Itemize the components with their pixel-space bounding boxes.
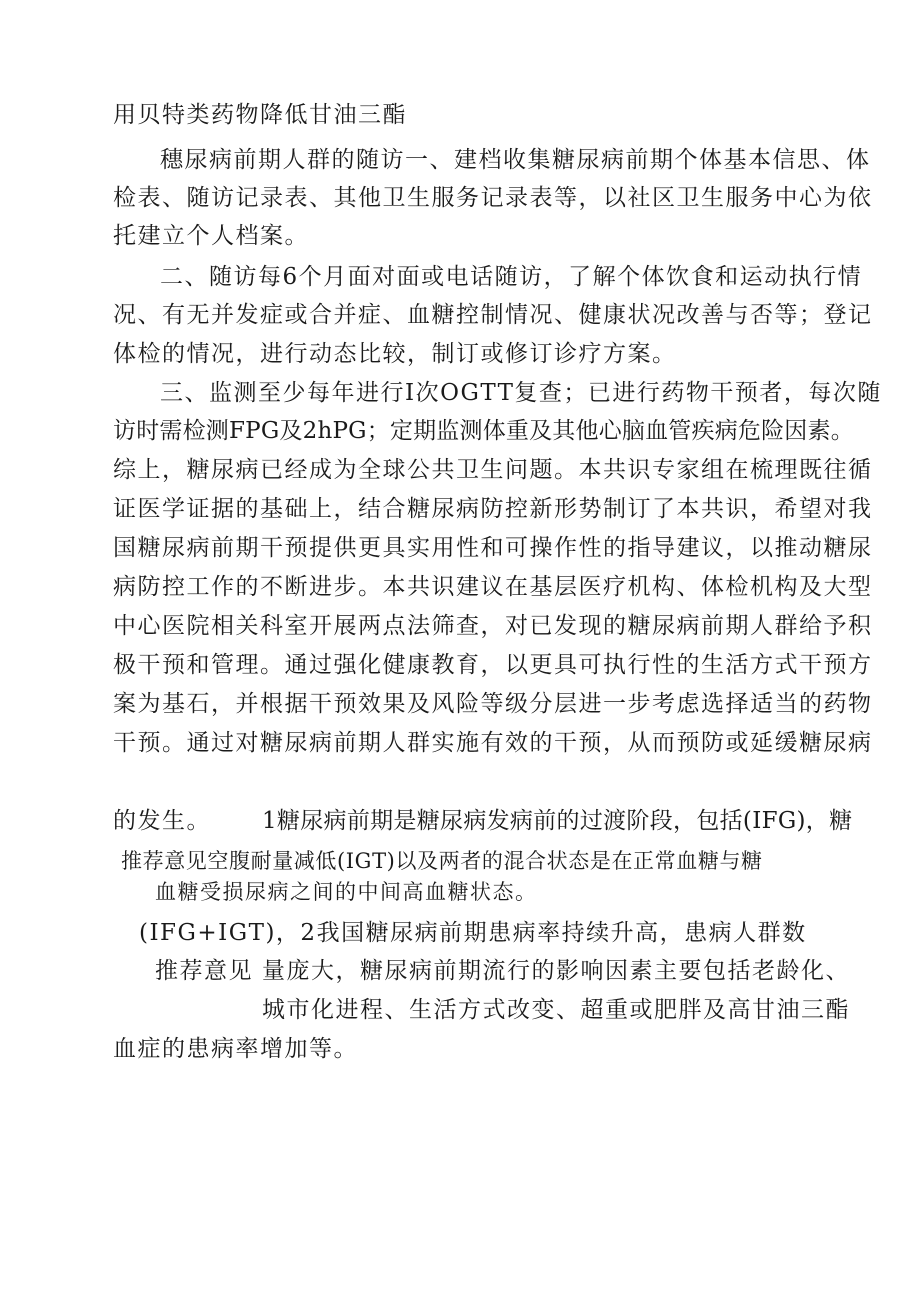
conclusion-line-1: 综上，糖尿病已经成为全球公共卫生问题。本共识专家组在梳理既往循 [113,457,873,483]
followup-p1-line-1: 穗尿病前期人群的随访一、建档收集糖尿病前期个体基本信思、体 [160,147,871,173]
scrambled-line-1a: 的发生。 [113,808,211,834]
followup-p2-line-1: 二、随访每6个月面对面或电话随访，了解个体饮食和运动执行情 [160,264,863,290]
conclusion-line-5: 中心医院相关科室开展两点法筛查，对已发现的糖尿病前期人群给予积 [113,613,873,639]
followup-p1-line-2: 检表、随访记录表、其他卫生服务记录表等，以社区卫生服务中心为依 [113,185,873,211]
conclusion-line-2: 证医学证据的基础上，结合糖尿病防控新形势制订了本共识，希望对我 [113,496,873,522]
scrambled-line-1b: 1糖尿病前期是糖尿病发病前的过渡阶段，包括(IFG)，糖 [262,808,853,834]
conclusion-line-3: 国糖尿病前期干预提供更具实用性和可操作性的指导建议，以推动糖尿 [113,535,873,561]
conclusion-line-7: 案为基石，并根据干预效果及风险等级分层进一步考虑选择适当的药物 [113,691,873,717]
conclusion-line-4: 病防控工作的不断进步。本共识建议在基层医疗机构、体检机构及大型 [113,574,873,600]
scrambled-line-4: (IFG+IGT)，2我国糖尿病前期患病率持续升高，患病人群数 [139,920,807,946]
scrambled-line-3: 血糖受损尿病之间的中间高血糖状态。 [155,880,538,904]
scrambled-line-5a: 推荐意见 [155,958,253,984]
followup-p2-line-2: 况、有无并发症或合并症、血糖控制情况、健康状况改善与否等；登记 [113,302,873,328]
conclusion-line-6: 极干预和管理。通过强化健康教育，以更具可执行性的生活方式干预方 [113,652,873,678]
scrambled-line-6: 城市化进程、生活方式改变、超重或肥胖及高甘油三酯 [262,997,850,1023]
followup-p3-line-2: 访时需检测FPG及2hPG；定期监测体重及其他心脑血管疾病危险因素。 [113,418,854,444]
intro-line: 用贝特类药物降低甘油三酯 [113,102,407,128]
conclusion-line-8: 干预。通过对糖尿病前期人群实施有效的干预，从而预防或延缓糖尿病 [113,730,873,756]
followup-p1-line-3: 托建立个人档案。 [113,223,309,249]
scrambled-line-2: 推荐意见空腹耐量减低(IGT)以及两者的混合状态是在正常血糖与糖 [121,849,763,873]
scrambled-line-5b: 量庞大，糖尿病前期流行的影响因素主要包括老龄化、 [262,958,850,984]
followup-p2-line-3: 体检的情况，进行动态比较，制订或修订诊疗方案。 [113,341,677,367]
followup-p3-line-1: 三、监测至少每年进行I次OGTT复查；已进行药物干预者，每次随 [160,380,882,406]
scrambled-line-7: 血症的患病率增加等。 [113,1036,358,1062]
